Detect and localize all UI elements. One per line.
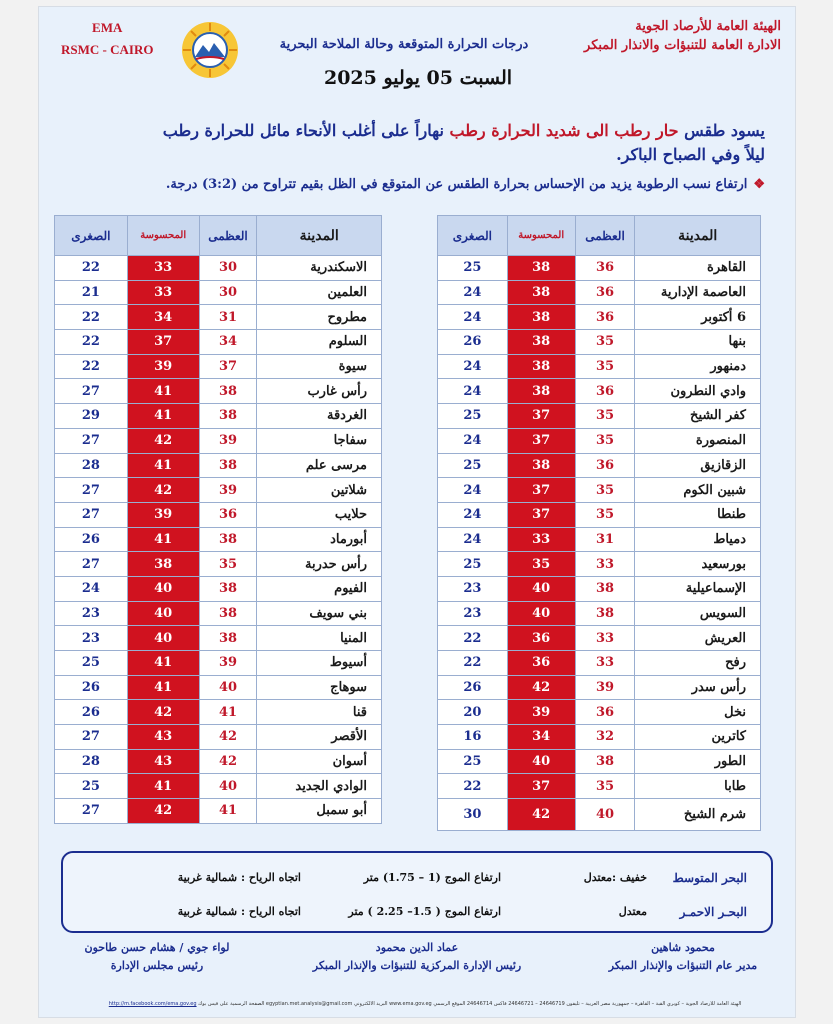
footer-contact [69, 1001, 781, 1007]
col-max: العظمى [199, 216, 257, 256]
min-temp-cell: 24 [438, 379, 508, 404]
city-cell: العاصمة الإدارية [635, 280, 761, 305]
min-temp-cell: 22 [55, 330, 128, 355]
max-temp-cell: 41 [199, 700, 257, 725]
org-code-ema: EMA [92, 20, 123, 35]
feels-like-cell: 41 [127, 675, 199, 700]
city-cell: مطروح [257, 305, 382, 330]
city-cell: أبو سمبل [257, 799, 382, 824]
max-temp-cell: 35 [199, 552, 257, 577]
table-row [55, 305, 382, 330]
max-temp-cell: 36 [575, 453, 635, 478]
feels-like-cell: 35 [507, 552, 575, 577]
min-temp-cell: 27 [55, 428, 128, 453]
table-row [55, 774, 382, 799]
table-row [55, 404, 382, 429]
table-row [438, 527, 761, 552]
min-temp-cell: 25 [55, 651, 128, 676]
min-temp-cell: 28 [55, 749, 128, 774]
max-temp-cell: 35 [575, 354, 635, 379]
min-temp-cell: 27 [55, 799, 128, 824]
city-cell: الطور [635, 749, 761, 774]
table-row [438, 700, 761, 725]
min-temp-cell: 24 [438, 354, 508, 379]
min-temp-cell: 23 [438, 601, 508, 626]
feels-like-cell: 40 [127, 601, 199, 626]
signature-role: رئيس مجلس الإدارة [110, 959, 204, 972]
max-temp-cell: 38 [199, 601, 257, 626]
city-cell: رأس سدر [635, 675, 761, 700]
table-row [55, 478, 382, 503]
min-temp-cell: 22 [55, 354, 128, 379]
feels-like-cell: 42 [127, 428, 199, 453]
forecast-part-3: نهاراً على أغلب الأنحاء مائل للحرارة رطب [162, 121, 450, 140]
feels-like-cell: 37 [127, 330, 199, 355]
min-temp-cell: 27 [55, 502, 128, 527]
city-cell: الوادي الجديد [257, 774, 382, 799]
max-temp-cell: 35 [575, 404, 635, 429]
feels-like-cell: 42 [507, 799, 575, 831]
col-feel: المحسوسة [127, 216, 199, 256]
max-temp-cell: 35 [575, 478, 635, 503]
max-temp-cell: 38 [575, 576, 635, 601]
min-temp-cell: 24 [438, 280, 508, 305]
city-cell: كفر الشيخ [635, 404, 761, 429]
footer-text: الهيئة العامة للأرصاد الجوية – كوبري القبة – القاهرة – جمهورية مصر العربية – تليفون 24646719 – 24646721 فاكس 24646714 الموقع الرسمي www.ema.gov.eg البريد الالكتروني egyptian.met.analysis@gmail.com الصفحة الرسمية على فيس بوك [198, 1001, 742, 1007]
sea-name: البحـر الاحمـر [679, 905, 747, 919]
min-temp-cell: 25 [438, 256, 508, 281]
max-temp-cell: 31 [199, 305, 257, 330]
table-row [55, 601, 382, 626]
table-row [438, 404, 761, 429]
max-temp-cell: 30 [199, 280, 257, 305]
feels-like-cell: 38 [507, 354, 575, 379]
table-row [438, 330, 761, 355]
table-row [438, 379, 761, 404]
max-temp-cell: 39 [199, 478, 257, 503]
city-cell: الإسماعيلية [635, 576, 761, 601]
min-temp-cell: 22 [438, 626, 508, 651]
max-temp-cell: 35 [575, 774, 635, 799]
wind-direction: اتجاه الرياح : شمالية غربية [177, 905, 301, 918]
org-code [61, 17, 153, 61]
city-cell: رفح [635, 651, 761, 676]
city-cell: سيوة [257, 354, 382, 379]
min-temp-cell: 26 [55, 700, 128, 725]
min-temp-cell: 25 [438, 453, 508, 478]
min-temp-cell: 22 [438, 774, 508, 799]
forecast-text [57, 119, 765, 167]
wave-height: ارتفاع الموج (1 – 1.75) متر [363, 871, 501, 884]
table-row [438, 552, 761, 577]
min-temp-cell: 30 [438, 799, 508, 831]
table-row [55, 725, 382, 750]
max-temp-cell: 42 [199, 749, 257, 774]
feels-like-cell: 40 [127, 576, 199, 601]
max-temp-cell: 36 [199, 502, 257, 527]
org-code-rsmc: RSMC - CAIRO [61, 42, 154, 57]
feels-like-cell: 38 [507, 256, 575, 281]
feels-like-cell: 37 [507, 502, 575, 527]
min-temp-cell: 25 [438, 404, 508, 429]
city-cell: أسوان [257, 749, 382, 774]
min-temp-cell: 26 [438, 330, 508, 355]
table-row [55, 675, 382, 700]
min-temp-cell: 29 [55, 404, 128, 429]
feels-like-cell: 38 [507, 379, 575, 404]
feels-like-cell: 41 [127, 453, 199, 478]
city-cell: أبورماد [257, 527, 382, 552]
min-temp-cell: 26 [438, 675, 508, 700]
min-temp-cell: 20 [438, 700, 508, 725]
signature-name: محمود شاهين [651, 941, 715, 954]
table-row [438, 478, 761, 503]
city-cell: سوهاج [257, 675, 382, 700]
feels-like-cell: 39 [127, 502, 199, 527]
max-temp-cell: 37 [199, 354, 257, 379]
feels-like-cell: 42 [127, 799, 199, 824]
table-row [55, 280, 382, 305]
city-cell: حلايب [257, 502, 382, 527]
signature-role: مدير عام التنبؤات والإنذار المبكر [608, 959, 758, 972]
city-cell: بورسعيد [635, 552, 761, 577]
city-cell: المنصورة [635, 428, 761, 453]
min-temp-cell: 24 [55, 576, 128, 601]
city-cell: القاهرة [635, 256, 761, 281]
feels-like-cell: 39 [127, 354, 199, 379]
table-row [438, 626, 761, 651]
max-temp-cell: 31 [575, 527, 635, 552]
feels-like-cell: 40 [507, 601, 575, 626]
col-city: المدينة [257, 216, 382, 256]
max-temp-cell: 39 [575, 675, 635, 700]
city-table-left [54, 215, 382, 824]
feels-like-cell: 41 [127, 651, 199, 676]
min-temp-cell: 26 [55, 675, 128, 700]
min-temp-cell: 25 [438, 749, 508, 774]
col-feel: المحسوسة [507, 216, 575, 256]
table-row [438, 774, 761, 799]
city-cell: نخل [635, 700, 761, 725]
table-row [55, 749, 382, 774]
city-cell: سفاجا [257, 428, 382, 453]
table-row [55, 428, 382, 453]
city-cell: بنها [635, 330, 761, 355]
feels-like-cell: 33 [127, 256, 199, 281]
city-cell: الأقصر [257, 725, 382, 750]
city-cell: السلوم [257, 330, 382, 355]
table-row [438, 576, 761, 601]
feels-like-cell: 38 [507, 305, 575, 330]
max-temp-cell: 38 [199, 379, 257, 404]
min-temp-cell: 27 [55, 379, 128, 404]
city-cell: المنيا [257, 626, 382, 651]
max-temp-cell: 39 [199, 651, 257, 676]
table-row [438, 354, 761, 379]
city-cell: رأس غارب [257, 379, 382, 404]
feels-like-cell: 38 [507, 330, 575, 355]
table-row [438, 601, 761, 626]
signature-role: رئيس الإدارة المركزية للتنبؤات والإنذار المبكر [312, 959, 522, 972]
bulletin-date: السبت 05 يوليو 2025 [323, 67, 513, 89]
feels-like-cell: 37 [507, 478, 575, 503]
max-temp-cell: 32 [575, 725, 635, 750]
table-row [55, 379, 382, 404]
table-row [438, 675, 761, 700]
signature-name: لواء جوي / هشام حسن طاحون [84, 941, 230, 954]
feels-like-cell: 41 [127, 404, 199, 429]
feels-like-cell: 43 [127, 749, 199, 774]
table-row [438, 428, 761, 453]
feels-like-cell: 37 [507, 428, 575, 453]
feels-like-cell: 39 [507, 700, 575, 725]
feels-like-cell: 40 [507, 749, 575, 774]
min-temp-cell: 27 [55, 478, 128, 503]
city-cell: شلاتين [257, 478, 382, 503]
max-temp-cell: 35 [575, 428, 635, 453]
table-row [438, 305, 761, 330]
feels-like-cell: 33 [507, 527, 575, 552]
table-row [438, 453, 761, 478]
max-temp-cell: 38 [575, 749, 635, 774]
city-cell: رأس حدربة [257, 552, 382, 577]
max-temp-cell: 30 [199, 256, 257, 281]
feels-like-cell: 38 [127, 552, 199, 577]
min-temp-cell: 25 [438, 552, 508, 577]
table-row [55, 256, 382, 281]
wave-height: ارتفاع الموج ( 1.5– 2.25 ) متر [348, 905, 501, 918]
sea-state: معتدل [618, 905, 647, 918]
table-row [55, 799, 382, 824]
feels-like-cell: 37 [507, 404, 575, 429]
feels-like-cell: 38 [507, 280, 575, 305]
col-max: العظمى [575, 216, 635, 256]
max-temp-cell: 34 [199, 330, 257, 355]
signature-central-director [287, 939, 547, 975]
city-cell: شبين الكوم [635, 478, 761, 503]
max-temp-cell: 33 [575, 626, 635, 651]
signature-forecast-director [583, 939, 783, 975]
table-row [438, 280, 761, 305]
col-min: الصغرى [438, 216, 508, 256]
sea-navigation-box [61, 851, 773, 933]
city-cell: الغردقة [257, 404, 382, 429]
city-cell: العريش [635, 626, 761, 651]
min-temp-cell: 27 [55, 552, 128, 577]
col-min: الصغرى [55, 216, 128, 256]
max-temp-cell: 36 [575, 305, 635, 330]
feels-like-cell: 41 [127, 527, 199, 552]
max-temp-cell: 33 [575, 651, 635, 676]
min-temp-cell: 23 [438, 576, 508, 601]
feels-like-cell: 34 [507, 725, 575, 750]
table-row [55, 576, 382, 601]
city-cell: أسيوط [257, 651, 382, 676]
feels-like-cell: 40 [127, 626, 199, 651]
city-cell: الاسكندرية [257, 256, 382, 281]
min-temp-cell: 26 [55, 527, 128, 552]
min-temp-cell: 28 [55, 453, 128, 478]
city-cell: العلمين [257, 280, 382, 305]
city-cell: دمياط [635, 527, 761, 552]
table-row [438, 799, 761, 831]
feels-like-cell: 40 [507, 576, 575, 601]
city-cell: قنا [257, 700, 382, 725]
max-temp-cell: 36 [575, 379, 635, 404]
city-cell: شرم الشيخ [635, 799, 761, 831]
max-temp-cell: 38 [199, 453, 257, 478]
city-cell: كاترين [635, 725, 761, 750]
diamond-bullet-icon: ❖ [753, 177, 765, 192]
min-temp-cell: 22 [55, 305, 128, 330]
table-row [438, 256, 761, 281]
feels-like-cell: 33 [127, 280, 199, 305]
org-department: الادارة العامة للتنبؤات والانذار المبكر [584, 38, 781, 53]
max-temp-cell: 33 [575, 552, 635, 577]
max-temp-cell: 42 [199, 725, 257, 750]
col-city: المدينة [635, 216, 761, 256]
feels-like-cell: 37 [507, 774, 575, 799]
feels-like-cell: 36 [507, 651, 575, 676]
table-row [55, 527, 382, 552]
min-temp-cell: 22 [438, 651, 508, 676]
max-temp-cell: 40 [575, 799, 635, 831]
city-cell: دمنهور [635, 354, 761, 379]
feels-like-cell: 34 [127, 305, 199, 330]
city-cell: وادي النطرون [635, 379, 761, 404]
sea-row-mediterranean [63, 871, 771, 891]
sea-row-red [63, 905, 771, 925]
max-temp-cell: 38 [199, 527, 257, 552]
min-temp-cell: 24 [438, 428, 508, 453]
feels-like-cell: 41 [127, 379, 199, 404]
city-cell: السويس [635, 601, 761, 626]
table-row [55, 651, 382, 676]
table-row [55, 502, 382, 527]
min-temp-cell: 24 [438, 305, 508, 330]
bulletin-subtitle: درجات الحرارة المتوقعة وحالة الملاحة البحرية [279, 37, 529, 52]
min-temp-cell: 21 [55, 280, 128, 305]
city-cell: طنطا [635, 502, 761, 527]
feels-like-cell: 36 [507, 626, 575, 651]
org-header [584, 17, 781, 55]
signature-chairman [57, 939, 257, 975]
feels-like-cell: 43 [127, 725, 199, 750]
humidity-note [57, 177, 765, 192]
min-temp-cell: 22 [55, 256, 128, 281]
max-temp-cell: 35 [575, 330, 635, 355]
table-row [55, 552, 382, 577]
city-cell: بني سويف [257, 601, 382, 626]
max-temp-cell: 41 [199, 799, 257, 824]
forecast-part-4: ليلاً وفي الصباح الباكر. [616, 145, 765, 164]
forecast-part-2: حار رطب الى شديد الحرارة رطب [449, 121, 679, 140]
table-row [55, 700, 382, 725]
feels-like-cell: 42 [127, 478, 199, 503]
city-cell: 6 أكتوبر [635, 305, 761, 330]
max-temp-cell: 35 [575, 502, 635, 527]
city-cell: الزقازيق [635, 453, 761, 478]
forecast-bulletin [38, 6, 796, 1018]
table-row [438, 749, 761, 774]
max-temp-cell: 38 [575, 601, 635, 626]
max-temp-cell: 36 [575, 280, 635, 305]
table-row [438, 725, 761, 750]
wind-direction: اتجاه الرياح : شمالية غربية [177, 871, 301, 884]
city-cell: الفيوم [257, 576, 382, 601]
min-temp-cell: 16 [438, 725, 508, 750]
signature-name: عماد الدين محمود [375, 941, 459, 954]
min-temp-cell: 24 [438, 527, 508, 552]
feels-like-cell: 42 [507, 675, 575, 700]
table-row [438, 502, 761, 527]
humidity-note-text: ارتفاع نسب الرطوبة يزيد من الإحساس بحرارة الطقس عن المتوقع في الظل بقيم تتراوح من (3:2) درجة. [165, 177, 748, 192]
sea-state: خفيف :معتدل [583, 871, 647, 884]
city-cell: طابا [635, 774, 761, 799]
feels-like-cell: 41 [127, 774, 199, 799]
table-row [55, 453, 382, 478]
city-cell: مرسى علم [257, 453, 382, 478]
min-temp-cell: 23 [55, 626, 128, 651]
table-row [55, 626, 382, 651]
max-temp-cell: 36 [575, 256, 635, 281]
table-row [55, 330, 382, 355]
max-temp-cell: 38 [199, 576, 257, 601]
max-temp-cell: 40 [199, 675, 257, 700]
feels-like-cell: 42 [127, 700, 199, 725]
min-temp-cell: 24 [438, 502, 508, 527]
max-temp-cell: 38 [199, 404, 257, 429]
min-temp-cell: 25 [55, 774, 128, 799]
min-temp-cell: 27 [55, 725, 128, 750]
facebook-link[interactable]: http://m.facebook.com/ema.gov.eg [108, 1001, 197, 1007]
min-temp-cell: 24 [438, 478, 508, 503]
table-row [55, 354, 382, 379]
org-name: الهيئة العامة للأرصاد الجوية [635, 19, 781, 34]
city-table-right [437, 215, 761, 831]
sea-name: البحر المتوسط [672, 871, 747, 885]
max-temp-cell: 38 [199, 626, 257, 651]
max-temp-cell: 40 [199, 774, 257, 799]
min-temp-cell: 23 [55, 601, 128, 626]
max-temp-cell: 36 [575, 700, 635, 725]
feels-like-cell: 38 [507, 453, 575, 478]
table-row [438, 651, 761, 676]
max-temp-cell: 39 [199, 428, 257, 453]
forecast-part-1: يسود طقس [678, 121, 765, 140]
